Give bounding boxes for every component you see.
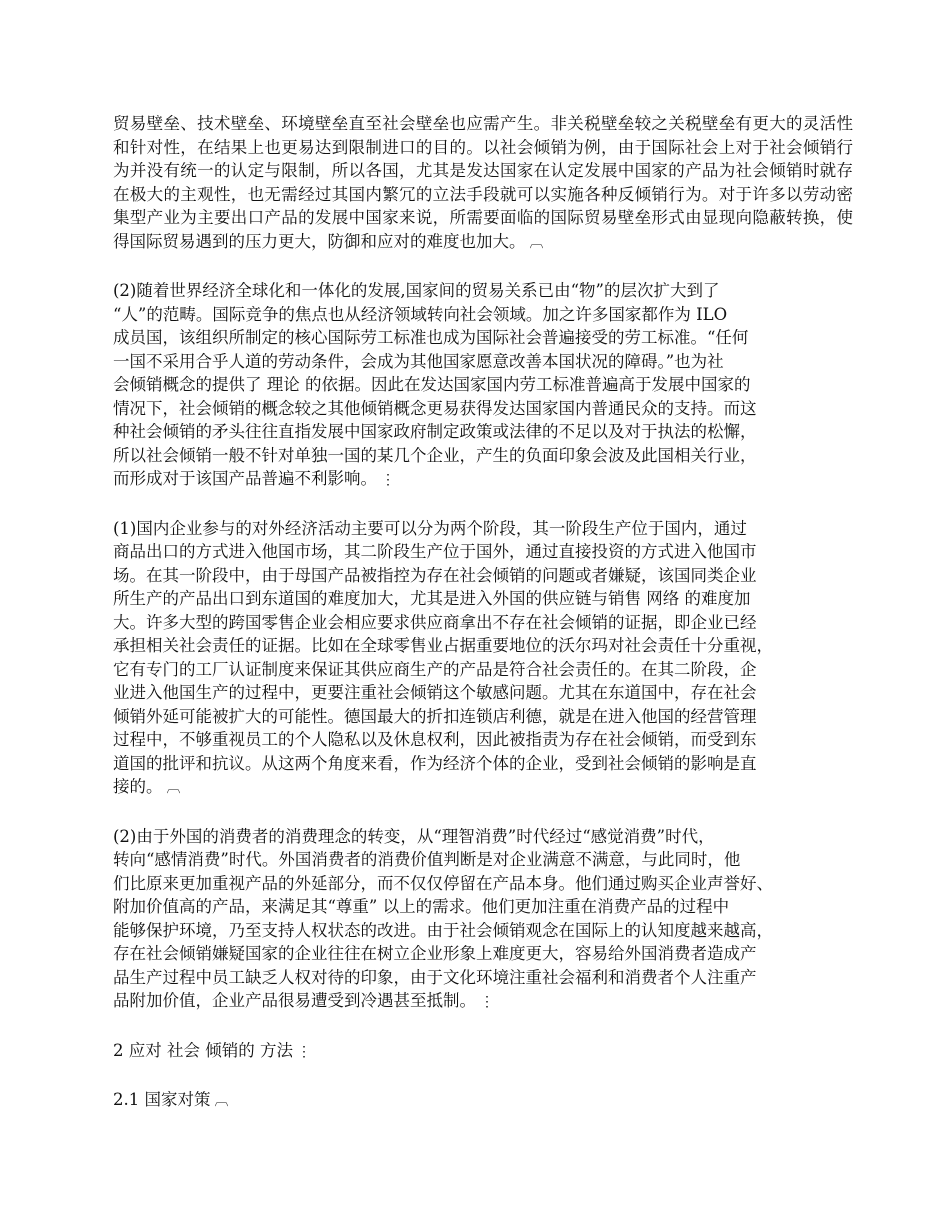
paragraph-4	[113, 825, 853, 1015]
paragraph-mark-icon: ︹	[214, 1093, 229, 1109]
paragraph-2-text: (2)随着世界经济全球化和一体化的发展,国家间的贸易关系已由“物”的层次扩大到了 “人”的范畴。国际竞争的焦点也从经济领域转向社会领域。加之许多国家都作为 ILO 成员国，该组织所制定的核心国际劳工标准也成为国际社会普遍接受的劳工标准。“任何 一国不采用合乎人道的劳动条件，会成为其他国家愿意改善本国状况的障碍。”也为社 会倾销概念的提供了 理论 的依据。因此在发达国家国内劳工标准普遍高于发展中国家的 情况下，社会倾销的概念较之其他倾销概念更易获得发达国家国内普通民众的支持。而这 种社会倾销的矛头往往直指发展中国家政府制定政策或法律的不足以及对于执法的松懈， 所以社会倾销一般不针对单独一国的某几个企业，产生的负面印象会波及此国相关行业， 而形成对于该国产品普遍不利影响。	[113, 281, 757, 488]
paragraph-3-text: (1)国内企业参与的对外经济活动主要可以分为两个阶段，其一阶段生产位于国内，通过 商品出口的方式进入他国市场，其二阶段生产位于国外，通过直接投资的方式进入他国市 场。在其一阶段中，由于母国产品被指控为存在社会倾销的问题或者嫌疑，该国同类企业 所生产的产品出口到东道国的难度加大，尤其是进入外国的供应链与销售 网络 的难度加 大。许多大型的跨国零售企业会相应要求供应商拿出不存在社会倾销的证据，即企业已经 承担相关社会责任的证据。比如在全球零售业占据重要地位的沃尔玛对社会责任十分重视， 它有专门的工厂认证制度来保证其供应商生产的产品是符合社会责任的。在其二阶段，企 业进入他国生产的过程中，更要注重社会倾销这个敏感问题。尤其在东道国中，存在社会 倾销外延可能被扩大的可能性。德国最大的折扣连锁店利德，就是在进入他国的经营管理 过程中，不够重视员工的个人隐私以及休息权利，因此被指责为存在社会倾销，而受到东 道国的批评和抗议。从这两个角度来看，作为经济个体的企业，受到社会倾销的影响是直 接的。	[113, 518, 773, 796]
paragraph-mark-icon: ⋮	[296, 1043, 311, 1060]
paragraph-mark-icon: ︹	[166, 780, 181, 796]
paragraph-1-text: 贸易壁垒、技术壁垒、环境壁垒直至社会壁垒也应需产生。非关税壁垒较之关税壁垒有更大的灵活性和针对性，在结果上也更易达到限制进口的目的。以社会倾销为例，由于国际社会上对于社会倾销行为并没有统一的认定与限制，所以各国，尤其是发达国家在认定发展中国家的产品为社会倾销时就存在极大的主观性，也无需经过其国内繁冗的立法手段就可以实施各种反倾销行为。对于许多以劳动密集型产业为主要出口产品的发展中国家来说，所需要面临的国际贸易壁垒形式由显现向隐蔽转换，使得国际贸易遇到的压力更大，防御和应对的难度也加大。	[113, 114, 853, 251]
document-page	[113, 112, 853, 1138]
paragraph-3	[113, 517, 853, 801]
subsection-heading	[113, 1088, 853, 1114]
section-heading	[113, 1039, 853, 1065]
paragraph-4-text: (2)由于外国的消费者的消费理念的转变，从“理智消费”时代经过“感觉消费”时代， 转向“感情消费”时代。外国消费者的消费价值判断是对企业满意不满意，与此同时，他 们比原来更加重视产品的外延部分，而不仅仅停留在产品本身。他们通过购买企业声誉好、 附加价值高的产品，来满足其“尊重” 以上的需求。他们更加注重在消费产品的过程中 能够保护环境，乃至支持人权状态的改进。由于社会倾销观念在国际上的认知度越来越高， 存在社会倾销嫌疑国家的企业往往在树立企业形象上难度更大，容易给外国消费者造成产 品生产过程中员工缺乏人权对待的印象，由于文化环境注重社会福利和消费者个人注重产 品附加价值，企业产品很易遭受到冷遇甚至抵制。	[113, 826, 773, 1010]
subsection-heading-text: 2.1 国家对策	[113, 1090, 211, 1109]
section-heading-text: 2 应对 社会 倾销的 方法	[113, 1040, 293, 1060]
paragraph-2	[113, 279, 853, 493]
paragraph-1	[113, 112, 853, 255]
paragraph-mark-icon: ⋮	[381, 472, 395, 488]
paragraph-mark-icon: ︹	[529, 234, 544, 251]
paragraph-mark-icon: ⋮	[480, 994, 494, 1010]
